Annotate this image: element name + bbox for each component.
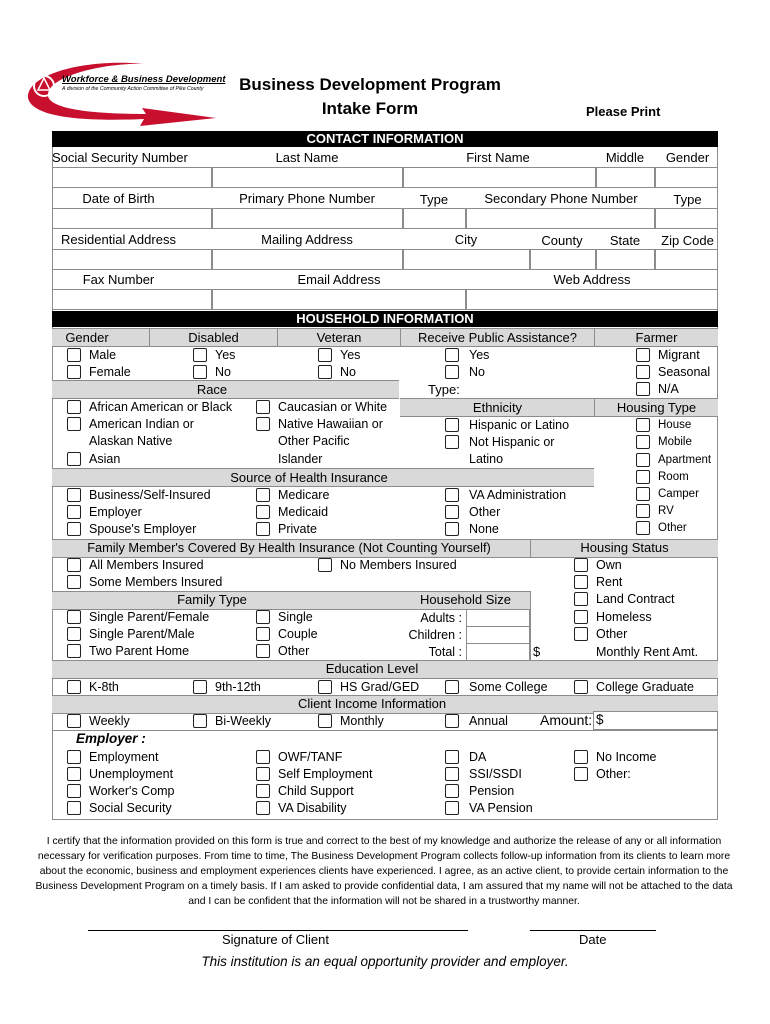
ethnicity-heading: Ethnicity — [472, 400, 523, 415]
race-african-american-label: African American or Black — [89, 400, 233, 414]
apartment-label: Apartment — [658, 454, 712, 466]
apartment-checkbox[interactable] — [636, 453, 650, 467]
college-graduate-label: College Graduate — [596, 680, 694, 694]
housing-status-heading: Housing Status — [580, 540, 669, 555]
housing-other-checkbox[interactable] — [636, 521, 650, 535]
private-insurance-label: Private — [278, 522, 317, 536]
medicaid-label: Medicaid — [278, 505, 329, 519]
medicaid-checkbox[interactable] — [256, 505, 270, 519]
spouse-employer-checkbox[interactable] — [67, 522, 81, 536]
race-native-hawaiian-checkbox[interactable] — [256, 417, 270, 431]
middle-field[interactable] — [596, 167, 655, 188]
va-pension-label: VA Pension — [469, 801, 533, 815]
farmer-na-checkbox[interactable] — [636, 382, 650, 396]
health-insurance-heading: Source of Health Insurance — [230, 470, 388, 485]
rv-checkbox[interactable] — [636, 504, 650, 518]
male-label: Male — [89, 348, 117, 362]
homeless-label: Homeless — [596, 610, 652, 624]
monthly-label: Monthly — [340, 714, 384, 728]
k8-checkbox[interactable] — [67, 680, 81, 694]
rent-checkbox[interactable] — [574, 575, 588, 589]
no-income-label: No Income — [596, 750, 657, 764]
hispanic-label: Hispanic or Latino — [469, 418, 570, 432]
migrant-label: Migrant — [658, 348, 700, 362]
assistance-no-checkbox[interactable] — [445, 365, 459, 379]
race-african-american-checkbox[interactable] — [67, 400, 81, 414]
gender-field[interactable] — [655, 167, 718, 188]
mailing-address-label: Mailing Address — [261, 232, 353, 247]
da-checkbox[interactable] — [445, 750, 459, 764]
organization-logo — [26, 56, 226, 126]
ssn-label: Social Security Number — [52, 150, 188, 165]
race-american-indian-checkbox[interactable] — [67, 417, 81, 431]
total-label: Total : — [428, 645, 462, 659]
business-insured-checkbox[interactable] — [67, 488, 81, 502]
rent-label: Rent — [596, 575, 623, 589]
female-checkbox[interactable] — [67, 365, 81, 379]
insurance-none-checkbox[interactable] — [445, 522, 459, 536]
amount-label: Amount: — [540, 712, 593, 728]
email-field[interactable] — [212, 289, 466, 310]
male-checkbox[interactable] — [67, 348, 81, 362]
assistance-type-label: Type: — [428, 382, 460, 397]
self-employment-checkbox[interactable] — [256, 767, 270, 781]
please-print-note: Please Print — [586, 104, 661, 119]
house-checkbox[interactable] — [636, 418, 650, 432]
seasonal-checkbox[interactable] — [636, 365, 650, 379]
va-disability-label: VA Disability — [278, 801, 347, 815]
camper-label: Camper — [658, 488, 699, 500]
disabled-no-checkbox[interactable] — [193, 365, 207, 379]
state-field[interactable] — [596, 249, 655, 270]
va-disability-checkbox[interactable] — [256, 801, 270, 815]
some-college-checkbox[interactable] — [445, 680, 459, 694]
unemployment-checkbox[interactable] — [67, 767, 81, 781]
housing-status-other-label: Other — [596, 627, 628, 641]
veteran-no-label: No — [340, 365, 356, 379]
ssn-field[interactable] — [52, 167, 212, 188]
farmer-na-label: N/A — [658, 382, 679, 396]
seasonal-label: Seasonal — [658, 365, 711, 379]
form-subtitle: Intake Form — [321, 99, 419, 118]
not-hispanic-label: Not Hispanic or — [469, 435, 555, 449]
single-parent-female-checkbox[interactable] — [67, 610, 81, 624]
weekly-checkbox[interactable] — [67, 714, 81, 728]
own-checkbox[interactable] — [574, 558, 588, 572]
not-hispanic-latino-label: Latino — [469, 452, 504, 466]
single-label: Single — [278, 610, 313, 624]
income-heading: Client Income Information — [297, 696, 447, 711]
first-name-field[interactable] — [403, 167, 596, 188]
veteran-yes-label: Yes — [340, 348, 361, 362]
weekly-label: Weekly — [89, 714, 130, 728]
da-label: DA — [469, 750, 487, 764]
primary-type-field[interactable] — [403, 208, 466, 229]
hh-gender-heading: Gender — [65, 330, 109, 345]
mobile-label: Mobile — [658, 436, 692, 448]
insurance-other-label: Other — [469, 505, 501, 519]
spouse-employer-label: Spouse's Employer — [89, 522, 197, 536]
county-field[interactable] — [530, 249, 596, 270]
date-signature-line[interactable] — [530, 930, 656, 931]
client-signature-label: Signature of Client — [222, 932, 329, 947]
children-label: Children : — [408, 628, 462, 642]
city-field[interactable] — [403, 249, 530, 270]
pension-label: Pension — [469, 784, 515, 798]
female-label: Female — [89, 365, 131, 379]
family-type-heading: Family Type — [177, 592, 247, 607]
secondary-phone-field[interactable] — [466, 208, 655, 229]
annual-label: Annual — [469, 714, 508, 728]
couple-label: Couple — [278, 627, 318, 641]
medicare-label: Medicare — [278, 488, 330, 502]
disabled-no-label: No — [215, 365, 231, 379]
logo-org-name: Workforce & Business Development — [62, 74, 226, 85]
race-american-indian-label: American Indian or — [89, 417, 194, 431]
race-other-pacific-label: Other Pacific — [278, 434, 350, 448]
primary-phone-field[interactable] — [212, 208, 403, 229]
some-members-insured-checkbox[interactable] — [67, 575, 81, 589]
migrant-checkbox[interactable] — [636, 348, 650, 362]
veteran-yes-checkbox[interactable] — [318, 348, 332, 362]
monthly-checkbox[interactable] — [318, 714, 332, 728]
mailing-address-field[interactable] — [212, 249, 403, 270]
contact-section-heading: CONTACT INFORMATION — [52, 131, 718, 147]
two-parent-home-checkbox[interactable] — [67, 644, 81, 658]
workers-comp-label: Worker's Comp — [89, 784, 175, 798]
race-asian-label: Asian — [89, 452, 121, 466]
room-label: Room — [658, 471, 689, 483]
state-label: State — [609, 233, 641, 248]
employer-insured-label: Employer — [89, 505, 142, 519]
camper-checkbox[interactable] — [636, 487, 650, 501]
annual-checkbox[interactable] — [445, 714, 459, 728]
race-heading: Race — [196, 382, 228, 397]
income-other-label: Other: — [596, 767, 631, 781]
family-other-checkbox[interactable] — [256, 644, 270, 658]
education-heading: Education Level — [325, 661, 419, 676]
all-members-insured-label: All Members Insured — [89, 558, 204, 572]
date-label: Date — [579, 932, 607, 947]
assistance-yes-checkbox[interactable] — [445, 348, 459, 362]
single-parent-male-label: Single Parent/Male — [89, 627, 195, 641]
employment-label: Employment — [89, 750, 159, 764]
children-field[interactable] — [466, 626, 530, 644]
some-college-label: Some College — [469, 680, 548, 694]
some-members-insured-label: Some Members Insured — [89, 575, 223, 589]
monthly-rent-label: Monthly Rent Amt. — [596, 645, 699, 659]
disabled-yes-label: Yes — [215, 348, 236, 362]
couple-checkbox[interactable] — [256, 627, 270, 641]
dob-field[interactable] — [52, 208, 212, 229]
workers-comp-checkbox[interactable] — [67, 784, 81, 798]
amount-field[interactable] — [593, 711, 718, 730]
household-section-heading: HOUSEHOLD INFORMATION — [52, 311, 718, 327]
hs-grad-label: HS Grad/GED — [340, 680, 420, 694]
not-hispanic-checkbox[interactable] — [445, 435, 459, 449]
mobile-checkbox[interactable] — [636, 435, 650, 449]
no-members-insured-label: No Members Insured — [340, 558, 457, 572]
pension-checkbox[interactable] — [445, 784, 459, 798]
dob-label: Date of Birth — [82, 191, 155, 206]
social-security-checkbox[interactable] — [67, 801, 81, 815]
ssi-ssdi-checkbox[interactable] — [445, 767, 459, 781]
race-islander-label: Islander — [278, 452, 323, 466]
race-alaskan-native-label: Alaskan Native — [89, 434, 173, 448]
employment-checkbox[interactable] — [67, 750, 81, 764]
child-support-label: Child Support — [278, 784, 354, 798]
family-coverage-heading: Family Member's Covered By Health Insurance (Not Counting Yourself) — [87, 540, 491, 555]
secondary-type-field[interactable] — [655, 208, 718, 229]
disabled-heading: Disabled — [188, 330, 239, 345]
house-label: House — [658, 419, 692, 431]
private-insurance-checkbox[interactable] — [256, 522, 270, 536]
owf-tanf-label: OWF/TANF — [278, 750, 343, 764]
race-asian-checkbox[interactable] — [67, 452, 81, 466]
housing-type-heading: Housing Type — [616, 400, 697, 415]
web-address-label: Web Address — [553, 272, 631, 287]
self-employment-label: Self Employment — [278, 767, 373, 781]
assistance-no-label: No — [469, 365, 485, 379]
social-security-label: Social Security — [89, 801, 172, 815]
single-checkbox[interactable] — [256, 610, 270, 624]
va-administration-checkbox[interactable] — [445, 488, 459, 502]
business-insured-label: Business/Self-Insured — [89, 488, 211, 502]
land-contract-checkbox[interactable] — [574, 592, 588, 606]
grade-9-12-label: 9th-12th — [215, 680, 261, 694]
single-parent-female-label: Single Parent/Female — [89, 610, 210, 624]
adults-label: Adults : — [420, 611, 462, 625]
k8-label: K-8th — [89, 680, 119, 694]
last-name-field[interactable] — [212, 167, 403, 188]
hispanic-checkbox[interactable] — [445, 418, 459, 432]
equal-opportunity-statement: This institution is an equal opportunity provider and employer. — [201, 954, 569, 969]
room-checkbox[interactable] — [636, 470, 650, 484]
va-pension-checkbox[interactable] — [445, 801, 459, 815]
unemployment-label: Unemployment — [89, 767, 174, 781]
single-parent-male-checkbox[interactable] — [67, 627, 81, 641]
first-name-label: First Name — [466, 150, 530, 165]
housing-status-other-checkbox[interactable] — [574, 627, 588, 641]
va-administration-label: VA Administration — [469, 488, 567, 502]
race-caucasian-checkbox[interactable] — [256, 400, 270, 414]
logo-org-subtitle: A division of the Community Action Committee of Pike County — [62, 86, 204, 92]
gender-label: Gender — [665, 150, 710, 165]
zip-label: Zip Code — [661, 233, 714, 248]
farmer-heading: Farmer — [635, 330, 678, 345]
two-parent-home-label: Two Parent Home — [89, 644, 190, 658]
race-native-hawaiian-label: Native Hawaiian or — [278, 417, 383, 431]
housing-other-label: Other — [658, 522, 687, 534]
no-income-checkbox[interactable] — [574, 750, 588, 764]
primary-phone-label: Primary Phone Number — [239, 191, 375, 206]
middle-label: Middle — [605, 150, 645, 165]
household-size-heading: Household Size — [419, 592, 512, 607]
client-signature-line[interactable] — [88, 930, 468, 931]
rv-label: RV — [658, 505, 674, 517]
certification-text: I certify that the information provided on this form is true and correct to the best of my knowledge and authorize the release of any or all information necessary for verification purposes. From time to time, The Business Development Program collects follow-up information from its clients to learn more about the economic, business and employment experiences clients have experienced. I agree, as an active client, to provide certain information to the Business Development Program on a timely basis. If I am asked to provide confidential data, I am assured that my name will not be attached to the data and I can be confident that the information will not be shared in a trustworthy manner. — [35, 836, 733, 907]
veteran-heading: Veteran — [316, 330, 362, 345]
insurance-none-label: None — [469, 522, 499, 536]
owf-tanf-checkbox[interactable] — [256, 750, 270, 764]
child-support-checkbox[interactable] — [256, 784, 270, 798]
residential-address-label: Residential Address — [61, 232, 176, 247]
disabled-yes-checkbox[interactable] — [193, 348, 207, 362]
fax-label: Fax Number — [82, 272, 155, 287]
assistance-yes-label: Yes — [469, 348, 490, 362]
residential-address-field[interactable] — [52, 249, 212, 270]
ssi-ssdi-label: SSI/SSDI — [469, 767, 522, 781]
insurance-other-checkbox[interactable] — [445, 505, 459, 519]
zip-field[interactable] — [655, 249, 718, 270]
employer-insured-checkbox[interactable] — [67, 505, 81, 519]
hs-grad-checkbox[interactable] — [318, 680, 332, 694]
homeless-checkbox[interactable] — [574, 610, 588, 624]
rent-dollar-sign: $ — [533, 644, 541, 659]
medicare-checkbox[interactable] — [256, 488, 270, 502]
family-other-label: Other — [278, 644, 310, 658]
employer-heading: Employer : — [76, 731, 146, 746]
race-caucasian-label: Caucasian or White — [278, 400, 388, 414]
amount-dollar-sign: $ — [596, 712, 604, 727]
land-contract-label: Land Contract — [596, 592, 675, 606]
college-graduate-checkbox[interactable] — [574, 680, 588, 694]
total-field[interactable] — [466, 643, 530, 661]
city-label: City — [454, 232, 478, 247]
income-other-checkbox[interactable] — [574, 767, 588, 781]
last-name-label: Last Name — [275, 150, 339, 165]
adults-field[interactable] — [466, 609, 530, 627]
grade-9-12-checkbox[interactable] — [193, 680, 207, 694]
web-address-field[interactable] — [466, 289, 718, 310]
all-members-insured-checkbox[interactable] — [67, 558, 81, 572]
own-label: Own — [596, 558, 622, 572]
biweekly-label: Bi-Weekly — [215, 714, 272, 728]
email-label: Email Address — [297, 272, 381, 287]
biweekly-checkbox[interactable] — [193, 714, 207, 728]
secondary-type-label: Type — [673, 192, 702, 207]
county-label: County — [541, 233, 583, 248]
veteran-no-checkbox[interactable] — [318, 365, 332, 379]
secondary-phone-label: Secondary Phone Number — [484, 191, 638, 206]
public-assistance-heading: Receive Public Assistance? — [418, 330, 577, 345]
fax-field[interactable] — [52, 289, 212, 310]
primary-type-label: Type — [419, 192, 449, 207]
no-members-insured-checkbox[interactable] — [318, 558, 332, 572]
form-title: Business Development Program — [239, 75, 501, 94]
